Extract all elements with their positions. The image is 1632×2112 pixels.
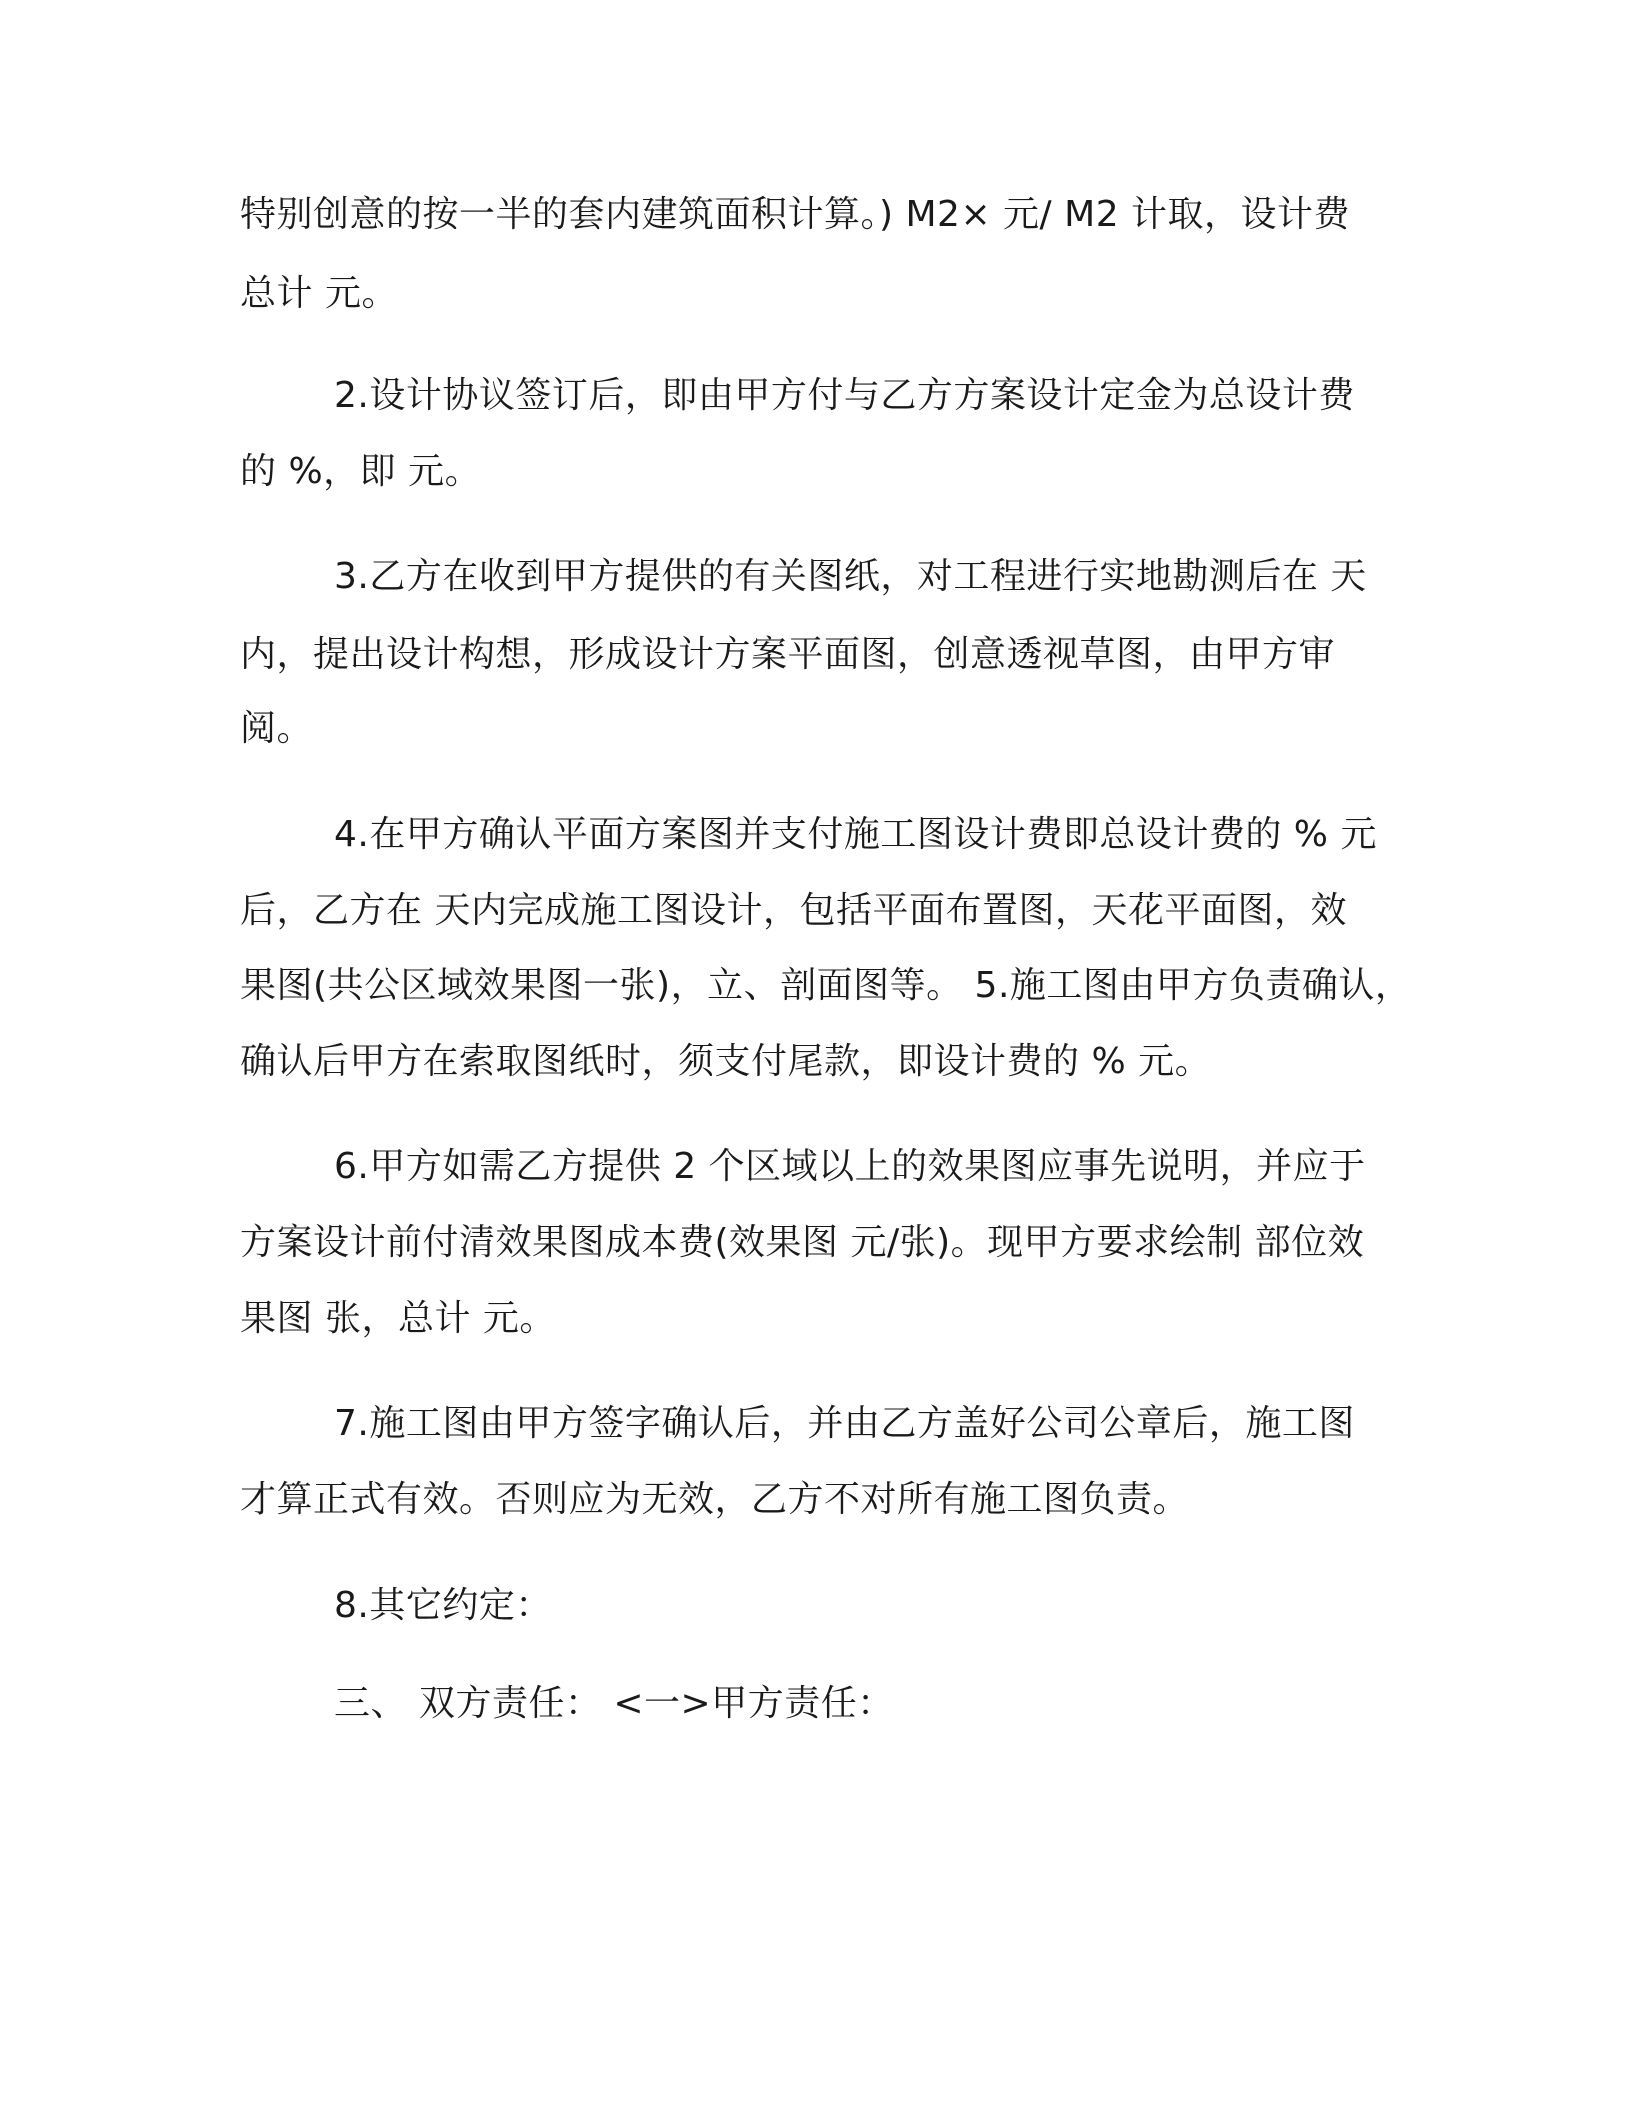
text-line: 8.其它约定： [334,1585,552,1626]
text-line: 确认后甲方在索取图纸时，须支付尾款，即设计费的 % 元。 [240,1041,1212,1082]
text-line: 6.甲方如需乙方提供 2 个区域以上的效果图应事先说明，并应于 [334,1146,1366,1187]
text-line: 3.乙方在收到甲方提供的有关图纸，对工程进行实地勘测后在 天 [334,556,1367,597]
text-line: 4.在甲方确认平面方案图并支付施工图设计费即总设计费的 % 元 [334,814,1377,855]
text-line: 才算正式有效。否则应为无效，乙方不对所有施工图负责。 [240,1479,1190,1520]
text-line: 后，乙方在 天内完成施工图设计，包括平面布置图，天花平面图，效 [240,890,1347,931]
text-line: 方案设计前付清效果图成本费(效果图 元/张)。现甲方要求绘制 部位效 [240,1222,1365,1263]
text-line: 7.施工图由甲方签字确认后，并由乙方盖好公司公章后，施工图 [334,1403,1355,1444]
text-line: 内，提出设计构想，形成设计方案平面图，创意透视草图，由甲方审 [240,634,1336,675]
text-line: 果图 张，总计 元。 [240,1298,556,1339]
text-line: 特别创意的按一半的套内建筑面积计算。) M2× 元/ M2 计取，设计费 [240,194,1351,235]
text-line: 果图(共公区域效果图一张)，立、剖面图等。 5.施工图由甲方负责确认， [240,965,1412,1006]
text-line: 的 %，即 元。 [240,451,482,492]
text-line: 2.设计协议签订后，即由甲方付与乙方方案设计定金为总设计费 [334,375,1355,416]
text-line: 总计 元。 [240,273,398,314]
section-heading: 三、 双方责任： <一>甲方责任： [334,1683,894,1724]
text-line: 阅。 [240,708,314,749]
